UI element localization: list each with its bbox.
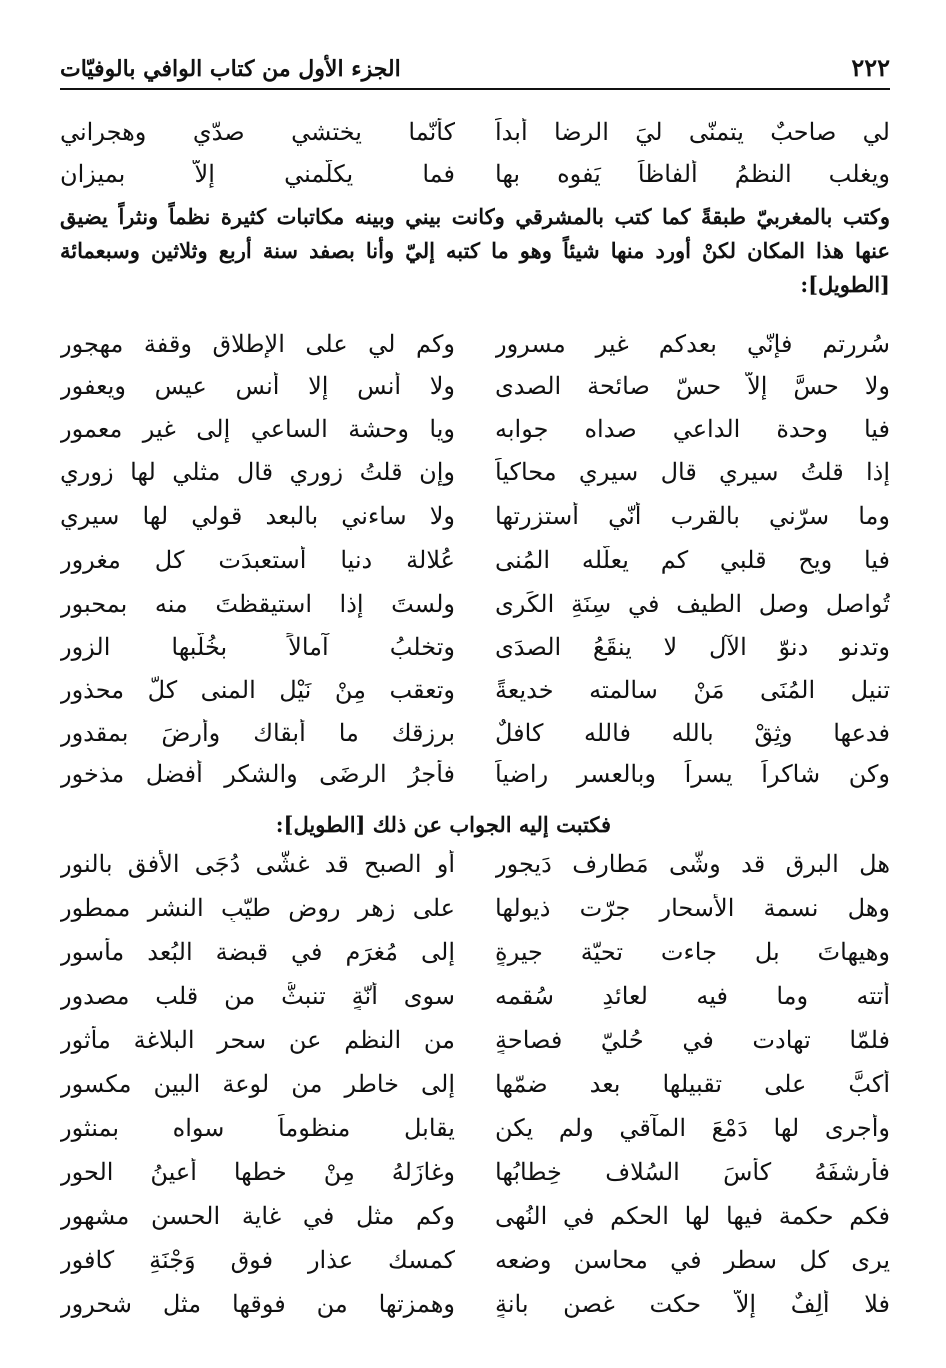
second-hemistich: على زهر روضٍ طيّبِ النشر ممطورِ [60,894,455,922]
second-hemistich: كأنّما يختشي صدّي وهجراني [60,118,455,146]
second-hemistich: من النظم عن سحر البلاغة مأثورِ [60,1026,455,1054]
first-hemistich: يرى كل سطرٍ في محاسن وضعه [495,1246,890,1274]
verse-line [60,110,890,154]
verse-line [60,582,890,626]
first-hemistich: وهيهاتَ بل جاءت تحيّة جيرةٍ [495,938,890,966]
verse-line [60,752,890,796]
prose-paragraph: وكتب بالمغربيّ طبقةً كما كتب بالمشرقي وكانت بيني وبينه مكاتبات كثيرة نظماً ونثراً يضيق عنها هذا المكان لكنْ أورد منها شيئاً وهو ما كتبه إليّ وأنا بصفد سنة أربع وثلاثين وسبعمائة [الطويل]: [60,204,890,297]
second-hemistich: وغازَلهُ مِنْ خطها أعينُ الحورِ [60,1158,455,1186]
verse-line [60,1238,890,1282]
verse-line [60,930,890,974]
first-hemistich: أكبَّ على تقبيلها بعد ضمّها [495,1070,890,1098]
second-hemistich: عُلالة دنيا أستعبدَت كل مغرورِ [60,546,455,574]
second-hemistich: وهمزتها من فوقها مثل شحرورِ [60,1290,455,1318]
second-hemistich: ولا ساءني بالبعد قولي لها سيري [60,502,455,530]
verse-line [60,974,890,1018]
first-hemistich: وأجرى لها دَمْعَ المآقي ولم يكن [495,1114,890,1142]
verse-line [60,407,890,451]
second-hemistich: إلى خاطرٍ من لوعة البين مكسورِ [60,1070,455,1098]
first-hemistich: ولا حسَّ إلاّ حسّ صائحة الصدى [495,372,890,400]
first-hemistich: أتته وما فيه لعائدِ سُقمه [495,982,890,1010]
second-hemistich: فأجرُ الرضَى والشكر أفضل مذخورِ [60,760,455,788]
first-hemistich: هل البرق قد وشّى مَطارف دَيجور [495,850,890,878]
page-header [60,46,890,90]
second-hemistich: يقابل منظوماً سواه بمنثورِ [60,1114,455,1142]
verse-line [60,1106,890,1150]
second-hemistich: وإن قلتُ زوري قال مثلي لها زوري [60,458,455,486]
second-hemistich: برزقك ما أبقاك وأرضَ بمقدورِ [60,719,455,747]
verse-line [60,625,890,669]
first-hemistich: فكم حكمة فيها لها الحكم في النُهى [495,1202,890,1230]
first-hemistich: ويغلب النظمُ ألفاظاً يَفوه بها [495,160,890,188]
first-hemistich: فلمّا تهادت في حُليّ فصاحةٍ [495,1026,890,1054]
verse-line [60,711,890,755]
first-hemistich: تنيل المُنَى مَنْ سالمته خديعةً [495,676,890,704]
first-hemistich: وهل نسمة الأسحار جرّت ذيولها [495,894,890,922]
second-hemistich: وتخلبُ آمالاً بخُلّبها الزورِ [60,633,455,661]
second-hemistich: ولستَ إذا استيقظتَ منه بمحبورِ [60,590,455,618]
first-hemistich: فأرشفَهُ كأسَ السُلاف خِطابُها [495,1158,890,1186]
first-hemistich: لي صاحبٌ يتمنّى ليَ الرضا أبداً [495,118,890,146]
verse-line [60,886,890,930]
page-number: ٢٢٢ [851,53,890,82]
first-hemistich: وما سرّني بالقرب أنّي أستزرتها [495,502,890,530]
verse-line [60,1150,890,1194]
verse-line [60,364,890,408]
running-title: الجزء الأول من كتاب الوافي بالوفيّات [60,56,401,82]
reply-intro: فكتبت إليه الجواب عن ذلك [الطويل]: [275,812,611,837]
first-hemistich: سُررتم فإنّي بعدكم غير مسرورِ [495,330,890,358]
second-hemistich: وكم مثلٍ في غاية الحسن مشهورِ [60,1202,455,1230]
first-hemistich: فيا وحدة الداعي صداه جوابه [495,415,890,443]
second-hemistich: إلى مُغرَم في قبضة البُعد مأسورِ [60,938,455,966]
first-hemistich: إذا قلتُ سيري قال سيري محاكياً [495,458,890,486]
verse-line [60,1282,890,1326]
verse-line [60,842,890,886]
verse-line [60,322,890,366]
second-hemistich: وتعقب مِنْ نَيْلِ المنى كلَّ محذورِ [60,676,455,704]
first-hemistich: وكن شاكراً يسراً وبالعسر راضياً [495,760,890,788]
verse-line [60,494,890,538]
first-hemistich: تُواصل وصل الطيف في سِنَةِ الكَرى [495,590,890,618]
first-hemistich: فلا ألِفٌ إلاّ حكت غصن بانةٍ [495,1290,890,1318]
second-hemistich: أو الصبح قد غشّى دُجَى الأفق بالنورِ [60,850,455,878]
second-hemistich: سوى أنّةٍ تنبثُّ من قلب مصدورِ [60,982,455,1010]
verse-line [60,1194,890,1238]
first-hemistich: فيا ويح قلبي كم يعلّله المُنى [495,546,890,574]
second-hemistich: فما يكلّمني إلاّ بميزان [60,160,455,188]
second-hemistich: ولا أُنس إلا أنس عيسٍ ويعفورِ [60,372,455,400]
first-hemistich: وتدنو دنوّ الآل لا ينقَعُ الصدَى [495,633,890,661]
verse-line [60,1018,890,1062]
verse-line [60,152,890,196]
verse-line [60,450,890,494]
verse-line [60,538,890,582]
second-hemistich: كمسك عذارٍ فوق وَجْنَةِ كافورِ [60,1246,455,1274]
verse-line [60,668,890,712]
second-hemistich: ويا وحشة الساعي إلى غير معمور [60,415,455,443]
verse-line [60,1062,890,1106]
first-hemistich: فدعها وثِقْ بالله فالله كافلٌ [495,719,890,747]
second-hemistich: وكم لي على الإطلاق وقفة مهجورِ [60,330,455,358]
